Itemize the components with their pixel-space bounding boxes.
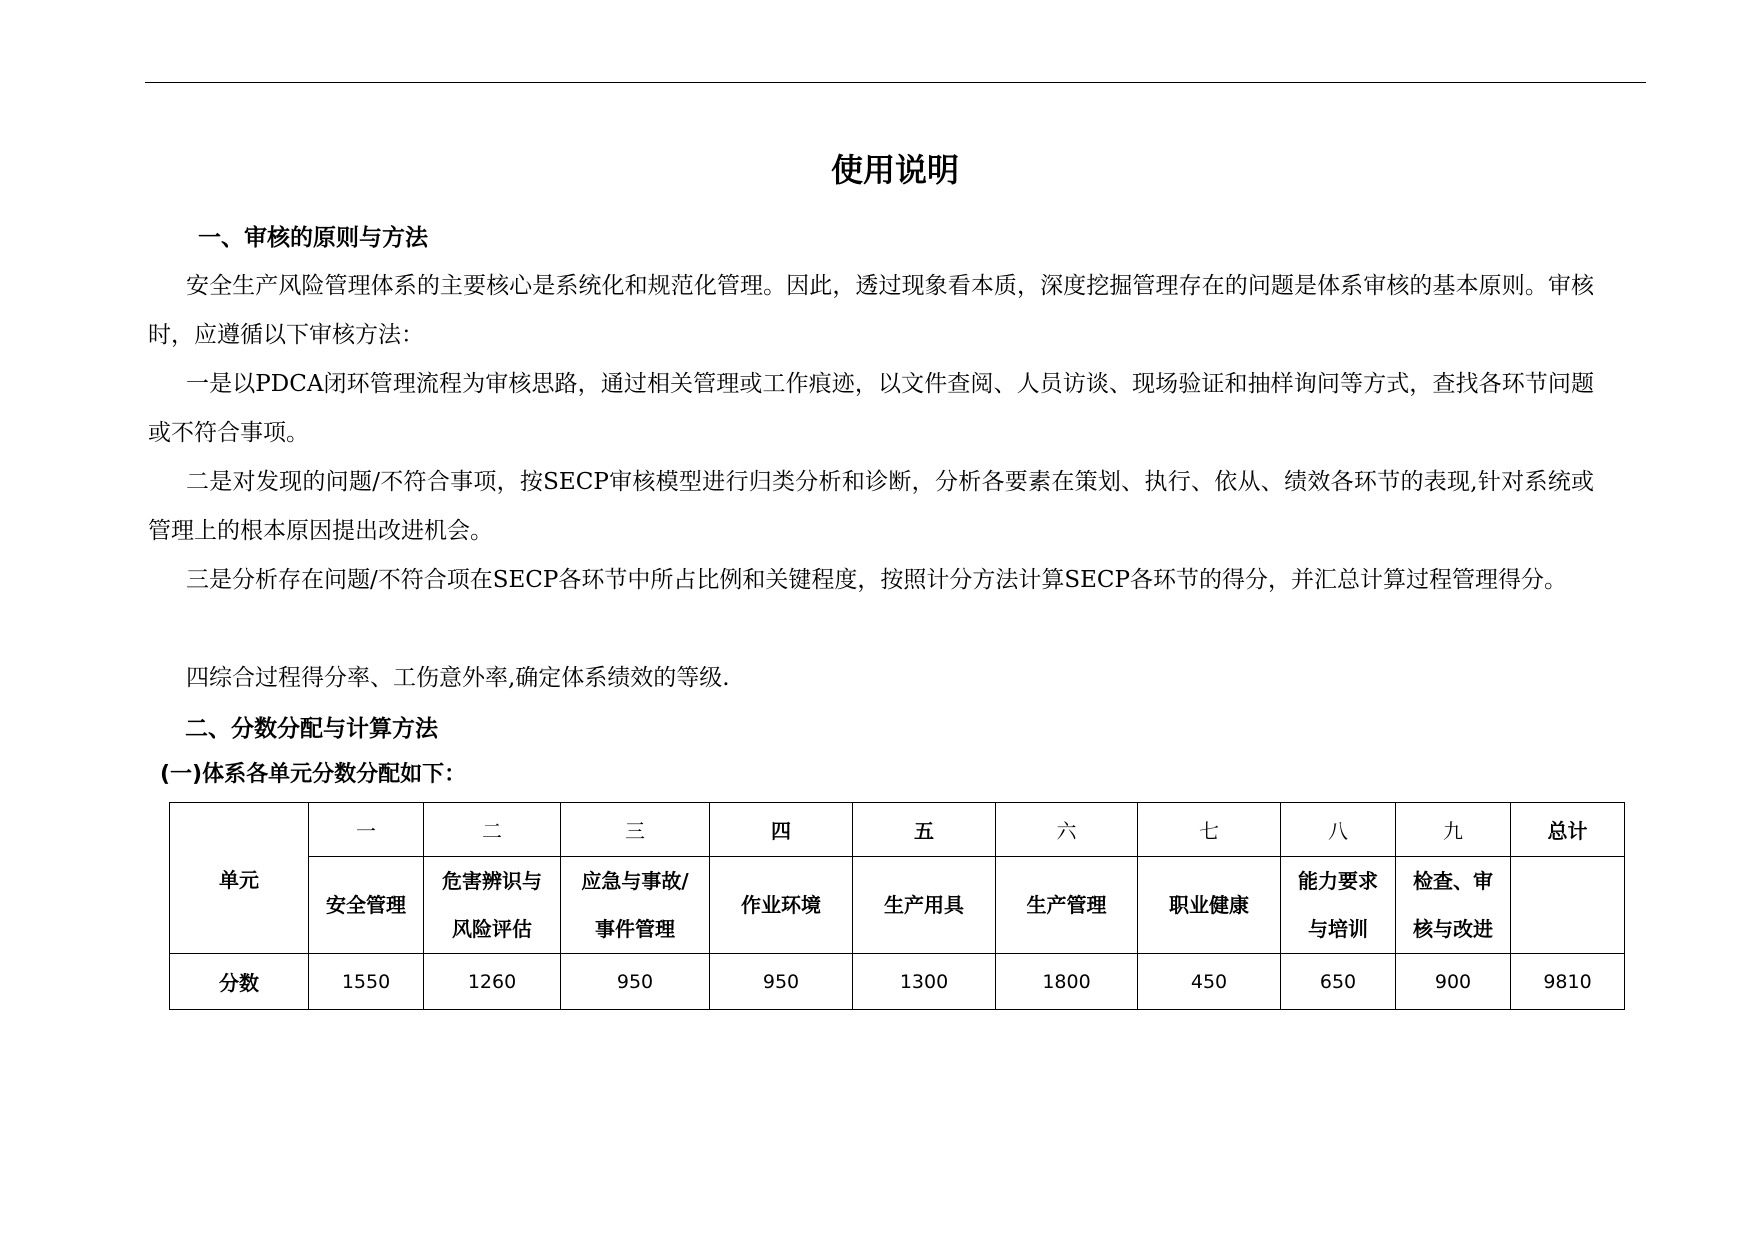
unit-score: 450	[1138, 954, 1281, 1010]
table-row-unit-names	[170, 857, 1625, 954]
unit-score: 950	[710, 954, 853, 1010]
table-caption: (一)体系各单元分数分配如下：	[160, 762, 467, 787]
page-title: 使用说明	[830, 151, 959, 189]
table-row-unit-numbers	[170, 803, 1625, 857]
unit-score: 650	[1281, 954, 1396, 1010]
unit-name: 应急与事故/ 事件管理	[561, 857, 710, 954]
unit-score: 950	[561, 954, 710, 1010]
unit-number: 八	[1281, 803, 1396, 857]
unit-name: 作业环境	[710, 857, 853, 954]
unit-score: 900	[1396, 954, 1511, 1010]
unit-number: 六	[996, 803, 1138, 857]
unit-score: 1260	[424, 954, 561, 1010]
unit-score: 1300	[853, 954, 996, 1010]
unit-number: 五	[853, 803, 996, 857]
paragraph-5: 四综合过程得分率、工伤意外率,确定体系绩效的等级.	[186, 665, 730, 691]
row-label-unit: 单元	[170, 803, 309, 954]
unit-name: 生产管理	[996, 857, 1138, 954]
unit-number: 三	[561, 803, 710, 857]
unit-number: 一	[309, 803, 424, 857]
paragraph-3: 二是对发现的问题/不符合事项，按SECP审核模型进行归类分析和诊断，分析各要素在策划、执行、依从、绩效各环节的表现,针对系统或管理上的根本原因提出改进机会。	[148, 469, 1594, 544]
paragraph-4: 三是分析存在问题/不符合项在SECP各环节中所占比例和关键程度，按照计分方法计算SECP各环节的得分，并汇总计算过程管理得分。	[186, 567, 1567, 593]
unit-number: 四	[710, 803, 853, 857]
unit-name: 危害辨识与 风险评估	[424, 857, 561, 954]
total-score: 9810	[1511, 954, 1625, 1010]
section-heading-1: 一、审核的原则与方法	[198, 225, 428, 251]
score-allocation-table	[169, 802, 1625, 1010]
unit-name: 生产用具	[853, 857, 996, 954]
unit-total-header: 总计	[1511, 803, 1625, 857]
unit-number: 七	[1138, 803, 1281, 857]
unit-number: 九	[1396, 803, 1511, 857]
section-heading-2: 二、分数分配与计算方法	[185, 716, 438, 742]
row-label-score: 分数	[170, 954, 309, 1010]
unit-name: 职业健康	[1138, 857, 1281, 954]
unit-name: 安全管理	[309, 857, 424, 954]
table-row-scores	[170, 954, 1625, 1010]
unit-score: 1550	[309, 954, 424, 1010]
unit-number: 二	[424, 803, 561, 857]
unit-name: 能力要求 与培训	[1281, 857, 1396, 954]
unit-name-total-empty	[1511, 857, 1625, 954]
paragraph-1: 安全生产风险管理体系的主要核心是系统化和规范化管理。因此，透过现象看本质，深度挖掘管理存在的问题是体系审核的基本原则。审核时，应遵循以下审核方法：	[148, 273, 1594, 348]
top-rule	[145, 82, 1646, 83]
unit-score: 1800	[996, 954, 1138, 1010]
unit-name: 检查、审 核与改进	[1396, 857, 1511, 954]
paragraph-2: 一是以PDCA闭环管理流程为审核思路，通过相关管理或工作痕迹，以文件查阅、人员访谈、现场验证和抽样询问等方式，查找各环节问题或不符合事项。	[148, 371, 1594, 446]
